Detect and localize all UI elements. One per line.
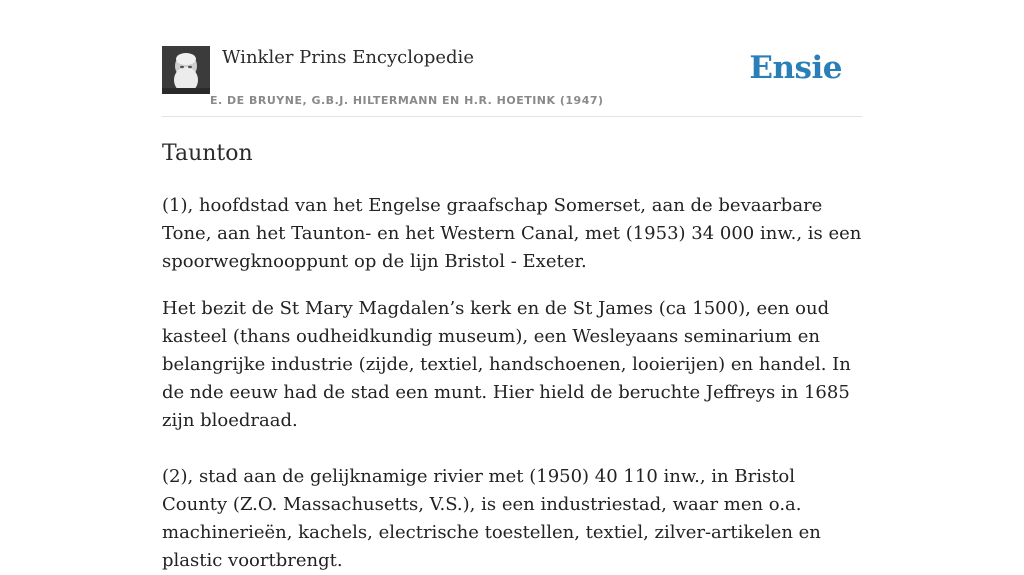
article-content [162,136,862,575]
article-paragraph-3: (2), stad aan de gelijknamige rivier met (1950) 40 110 inw., in Bristol County (Z.O. Massachusetts, V.S.), is een industriestad, waar men o.a. machinerieën, kachels, electrische toestellen, textiel, zilver-artikelen en plastic voortbrengt. [162,466,821,571]
ensie-logo[interactable]: Ensie [749,50,842,86]
article-title: Taunton [162,141,253,166]
author-avatar-icon[interactable] [162,46,210,94]
portrait-icon [162,46,210,94]
page-header [162,40,862,117]
article-paragraph-1: (1), hoofdstad van het Engelse graafschap Somerset, aan de bevaarbare Tone, aan het Taunton- en het Western Canal, met (1953) 34 000 inw., is een spoorwegknooppunt op de lijn Bristol - Exeter. [162,195,862,272]
site-title[interactable]: Winkler Prins Encyclopedie [222,47,474,68]
authors-byline: E. DE BRUYNE, G.B.J. HILTERMANN EN H.R. HOETINK (1947) [210,94,604,107]
article-paragraph-2: Het bezit de St Mary Magdalen’s kerk en de St James (ca 1500), een oud kasteel (thans oudheidkundig museum), een Wesleyaans seminarium en belangrijke industrie (zijde, textiel, handschoenen, looierijen) en handel. In de nde eeuw had de stad een munt. Hier hield de beruchte Jeffreys in 1685 zijn bloedraad. [162,298,851,431]
